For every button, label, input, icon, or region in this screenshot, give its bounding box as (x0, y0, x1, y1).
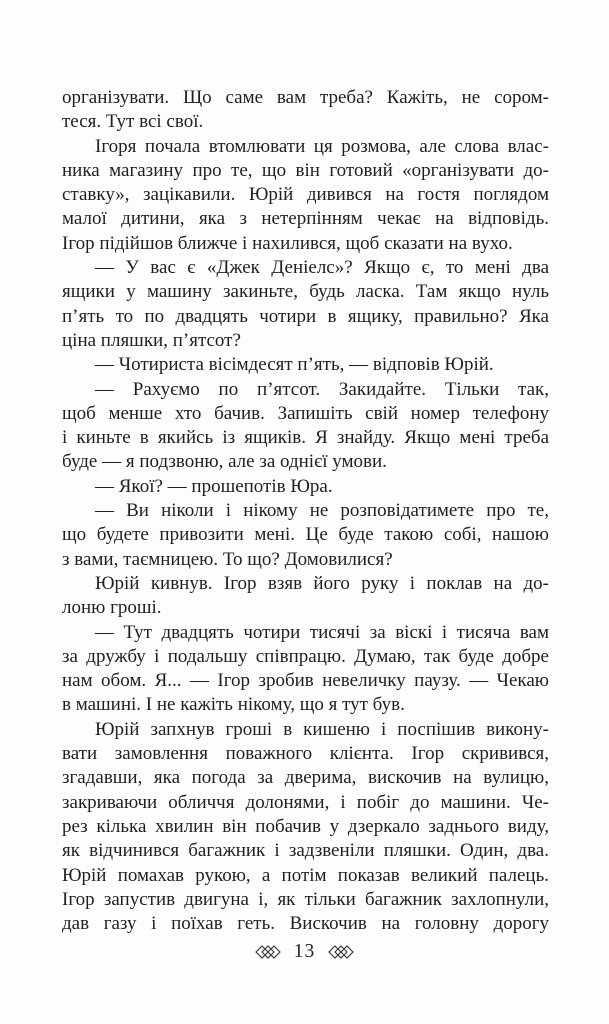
paragraph (62, 378, 549, 475)
paragraph (62, 572, 549, 621)
footer-ornament-right-icon (328, 945, 354, 959)
text-line: рез кілька хвилин він побачив у дзеркало заднього виду, (62, 815, 549, 837)
text-line: вати замовлення поважного клієнта. Ігор скривився, (62, 743, 549, 765)
paragraph (62, 499, 549, 572)
paragraph (62, 256, 549, 353)
paragraph (62, 135, 549, 256)
text-line: Юрій помахав рукою, а потім показав великий палець. (62, 864, 549, 886)
text-line: — У вас є «Джек Деніелс»? Якщо є, то мені два (95, 257, 549, 279)
text-line: лоню гроші. (62, 597, 162, 619)
text-line: — Рахуємо по п’ятсот. Закидайте. Тільки так, (95, 378, 549, 400)
text-line: малої дитини, яка з нетерпінням чекає на відповідь. (62, 208, 549, 230)
text-line: теся. Тут всі свої. (62, 111, 204, 133)
paragraph (62, 353, 549, 377)
text-line: ціна пляшки, п’ятсот? (62, 329, 241, 351)
text-line: згадавши, яка погода за дверима, вискочив на вулицю, (62, 767, 549, 789)
text-line: і киньте в якийсь із ящиків. Я знайду. Якщо мені треба (62, 427, 549, 449)
text-line: в машині. І не кажіть нікому, що я тут був. (62, 694, 405, 716)
page-footer (0, 938, 609, 966)
text-line: — Тут двадцять чотири тисячі за віскі і тисяча вам (95, 621, 549, 643)
text-line: ящики у машину закиньте, будь ласка. Там якщо нуль (62, 281, 549, 303)
text-line: п’ять то по двадцять чотири в ящику, правильно? Яка (62, 305, 549, 327)
text-block (62, 86, 549, 936)
text-line: дав газу і поїхав геть. Вискочив на головну дорогу (62, 913, 549, 935)
text-line: ставку», зацікавили. Юрій дивився на гостя поглядом (62, 184, 549, 206)
text-line: закриваючи обличчя долонями, і побіг до машини. Че- (62, 791, 549, 813)
footer-ornament-left-icon (255, 945, 281, 959)
text-line: Ігор запустив двигуна і, як тільки багажник захлопнули, (62, 888, 549, 910)
text-line: нам обом. Я... — Ігор зробив невеличку паузу. — Чекаю (62, 670, 549, 692)
text-line: за дружбу і подальшу співпрацю. Думаю, так буде добре (62, 645, 549, 667)
text-line: — Якої? — прошепотів Юра. (95, 475, 333, 497)
text-line: з вами, таємницею. То що? Домовилися? (62, 548, 393, 570)
text-line: Юрій кивнув. Ігор взяв його руку і поклав на до- (95, 572, 549, 594)
text-line: — Чотириста вісімдесят п’ять, — відповів Юрій. (95, 354, 494, 376)
text-line: Юрій запхнув гроші в кишеню і поспішив викону- (95, 718, 549, 740)
paragraph (62, 475, 549, 499)
paragraph (62, 86, 549, 135)
paragraph (62, 621, 549, 718)
text-line: Ігоря почала втомлювати ця розмова, але слова влас- (95, 135, 549, 157)
text-line: організувати. Що саме вам треба? Кажіть, не сором- (62, 87, 549, 108)
text-line: Ігор підійшов ближче і нахилився, щоб сказати на вухо. (62, 232, 513, 254)
paragraph (62, 718, 549, 937)
text-line: ника магазину про те, що він готовий «організувати до- (62, 159, 549, 181)
text-line: буде — я подзвоню, але за однієї умови. (62, 451, 387, 473)
text-line: щоб менше хто бачив. Запишіть свій номер телефону (62, 402, 549, 424)
text-line: як відчинився багажник і задзвеніли пляшки. Один, два. (62, 840, 549, 862)
text-line: — Ви ніколи і нікому не розповідатимете про те, (95, 500, 549, 522)
text-line: що будете привозити мені. Це буде такою собі, нашою (62, 524, 549, 546)
page-number: 13 (293, 941, 316, 962)
